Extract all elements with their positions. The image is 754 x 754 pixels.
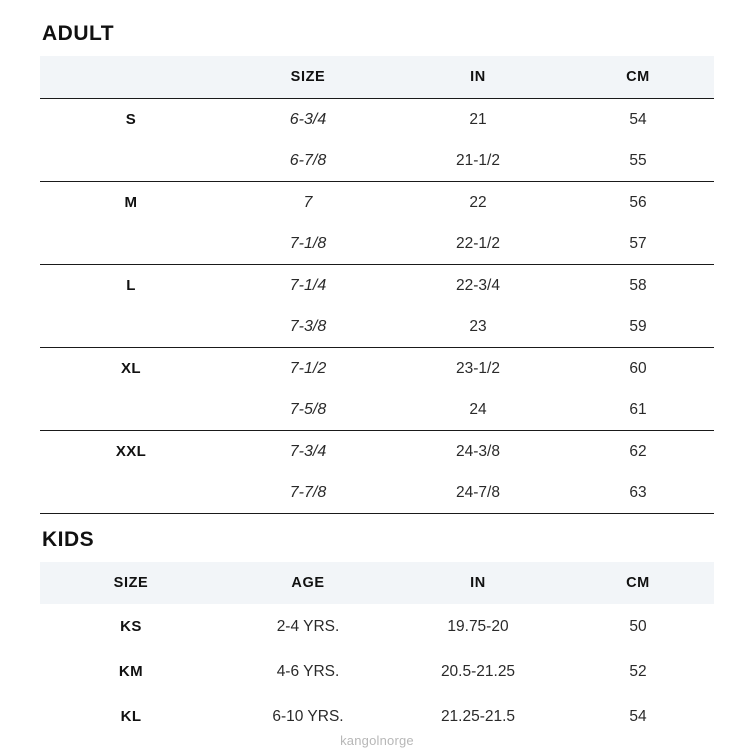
adult-row-size: 7-1/4 (222, 265, 394, 307)
adult-row-label (40, 389, 222, 431)
table-row (40, 182, 714, 224)
adult-table-body (40, 99, 714, 514)
adult-row-cm: 54 (562, 99, 714, 141)
adult-row-in: 22 (394, 182, 562, 224)
adult-row-cm: 56 (562, 182, 714, 224)
kids-row-label: KM (118, 663, 144, 680)
table-row (40, 140, 714, 182)
adult-section-title: ADULT (42, 22, 115, 45)
adult-row-in: 21 (394, 99, 562, 141)
adult-row-label: L (40, 265, 222, 307)
adult-row-in: 23 (469, 317, 487, 335)
table-row (40, 223, 714, 265)
kids-row-age: 4-6 YRS. (276, 662, 340, 680)
adult-row-size: 7 (222, 182, 394, 224)
adult-header-size: SIZE (222, 56, 394, 99)
kids-row-in: 20.5-21.25 (440, 662, 516, 680)
adult-row-size: 7-7/8 (222, 472, 394, 514)
kids-header-cm: CM (562, 562, 714, 604)
adult-row-size: 6-3/4 (222, 99, 394, 141)
kids-row-in: 19.75-20 (447, 617, 509, 635)
adult-row-in: 24 (469, 400, 487, 418)
kids-row-cm: 52 (629, 662, 647, 680)
adult-header-cm: CM (562, 56, 714, 99)
kids-section-title: KIDS (42, 528, 95, 551)
adult-row-in: 24-3/8 (394, 431, 562, 473)
kids-row-label: KS (120, 618, 142, 635)
table-row (40, 472, 714, 514)
kids-row-label: KL (120, 708, 142, 725)
kids-table-head (40, 562, 714, 604)
adult-row-size: 7-5/8 (289, 400, 327, 418)
adult-row-label (40, 140, 222, 182)
adult-size-table (40, 56, 714, 514)
adult-row-size: 7-3/4 (222, 431, 394, 473)
kids-size-table (40, 562, 714, 739)
kids-row-in: 21.25-21.5 (440, 707, 516, 725)
adult-row-size: 6-7/8 (289, 151, 327, 169)
adult-row-in: 23-1/2 (394, 348, 562, 390)
adult-row-in: 24-7/8 (394, 472, 562, 514)
adult-row-label (40, 223, 222, 265)
adult-row-cm: 57 (629, 234, 647, 252)
adult-row-label: M (40, 182, 222, 224)
adult-row-label: XXL (40, 431, 222, 473)
table-row (40, 389, 714, 431)
table-row (40, 431, 714, 473)
adult-row-size: 7-3/8 (289, 317, 327, 335)
adult-row-cm: 59 (629, 317, 647, 335)
kids-table-body (40, 604, 714, 739)
table-row (40, 649, 714, 694)
adult-row-cm: 60 (562, 348, 714, 390)
adult-row-label (40, 472, 222, 514)
kids-header-size: SIZE (40, 562, 222, 604)
adult-row-size: 7-1/2 (222, 348, 394, 390)
table-row (40, 348, 714, 390)
adult-row-in: 22-1/2 (456, 234, 500, 252)
adult-row-label (40, 306, 222, 348)
table-row (40, 604, 714, 649)
adult-header-row (40, 56, 714, 99)
kids-row-cm: 54 (629, 707, 647, 725)
adult-row-cm: 58 (562, 265, 714, 307)
kids-header-row (40, 562, 714, 604)
kids-header-age: AGE (222, 562, 394, 604)
kids-row-age: 6-10 YRS. (272, 707, 344, 725)
kids-header-in: IN (394, 562, 562, 604)
adult-row-in: 22-3/4 (394, 265, 562, 307)
kids-row-age: 2-4 YRS. (276, 617, 340, 635)
kids-row-cm: 50 (629, 617, 647, 635)
adult-row-cm: 63 (562, 472, 714, 514)
adult-row-cm: 61 (629, 400, 647, 418)
site-watermark: kangolnorge (340, 733, 414, 748)
adult-header-in: IN (394, 56, 562, 99)
adult-table-head (40, 56, 714, 99)
adult-row-in: 21-1/2 (456, 151, 500, 169)
table-row (40, 265, 714, 307)
adult-row-label: S (40, 99, 222, 141)
table-row (40, 306, 714, 348)
adult-row-cm: 55 (629, 151, 647, 169)
adult-row-label: XL (40, 348, 222, 390)
adult-header-blank (40, 56, 222, 99)
adult-row-cm: 62 (562, 431, 714, 473)
adult-row-size: 7-1/8 (289, 234, 327, 252)
table-row (40, 99, 714, 141)
